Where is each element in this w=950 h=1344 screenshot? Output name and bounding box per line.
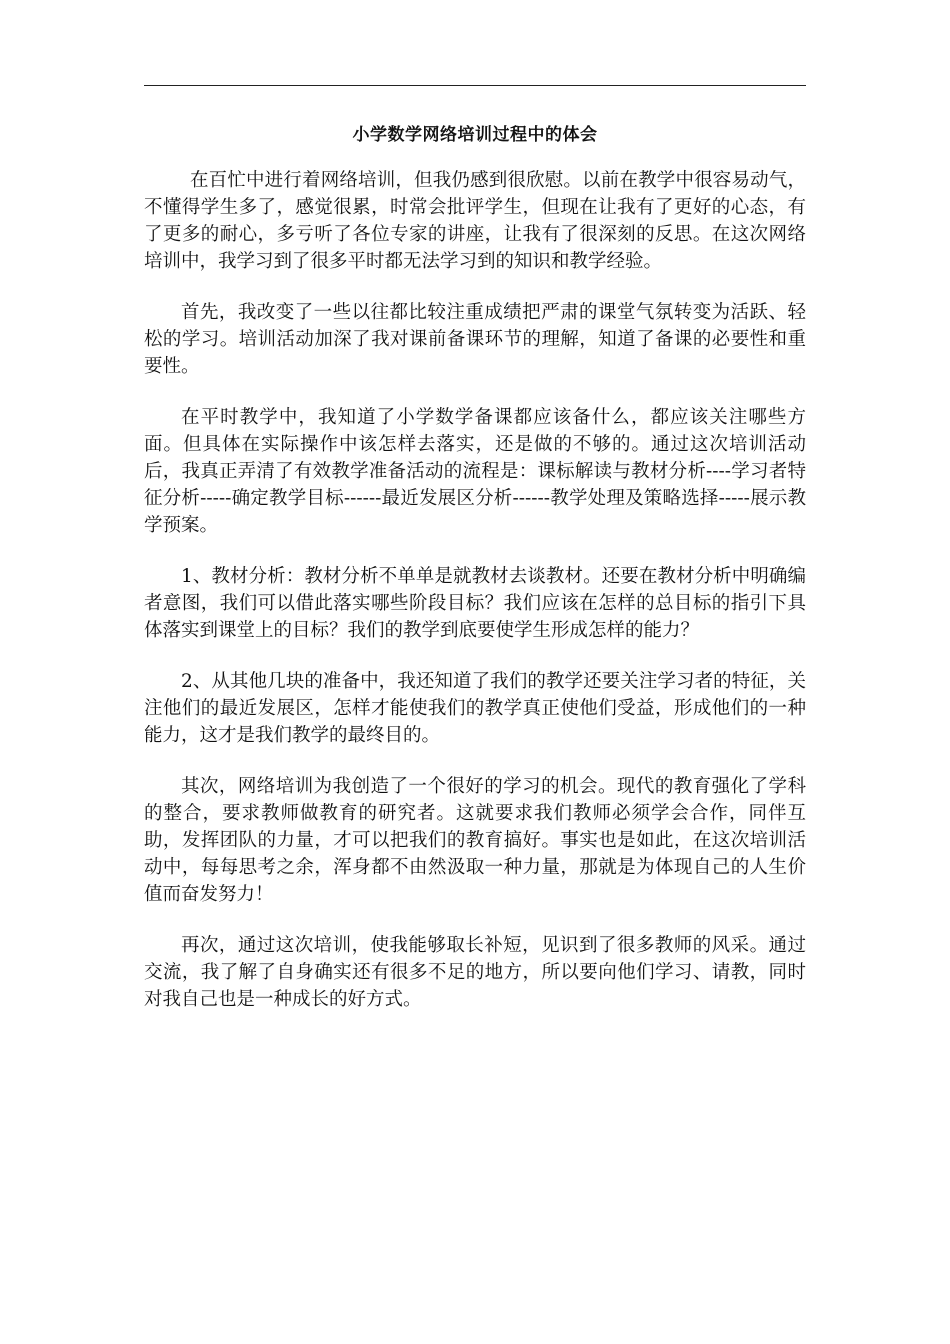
paragraph-second-point: 其次，网络培训为我创造了一个很好的学习的机会。现代的教育强化了学科的整合，要求教师做教育的研究者。这就要求我们教师必须学会合作，同伴互助，发挥团队的力量，才可以把我们的教育搞好。事实也是如此，在这次培训活动中，每每思考之余，浑身都不由然汲取一种力量，那就是为体现自己的人生价值而奋发努力！	[144, 776, 806, 905]
paragraph-item-2: 2、从其他几块的准备中，我还知道了我们的教学还要关注学习者的特征，关注他们的最近发展区，怎样才能使我们的教学真正使他们受益，形成他们的一种能力，这才是我们教学的最终目的。	[144, 671, 806, 746]
paragraph-first-point: 首先，我改变了一些以往都比较注重成绩把严肃的课堂气氛转变为活跃、轻松的学习。培训活动加深了我对课前备课环节的理解，知道了备课的必要性和重要性。	[144, 302, 806, 377]
paragraph-lesson-prep: 在平时教学中，我知道了小学数学备课都应该备什么，都应该关注哪些方面。但具体在实际操作中该怎样去落实，还是做的不够的。通过这次培训活动后，我真正弄清了有效教学准备活动的流程是：课标解读与教材分析----学习者特征分析-----确定教学目标------最近发展区分析------教学处理及策略选择-----展示教学预案。	[144, 407, 806, 536]
document-body	[144, 167, 806, 1037]
paragraph-intro: 在百忙中进行着网络培训，但我仍感到很欣慰。以前在教学中很容易动气，不懂得学生多了，感觉很累，时常会批评学生，但现在让我有了更好的心态，有了更多的耐心，多亏听了各位专家的讲座，让我有了很深刻的反思。在这次网络培训中，我学习到了很多平时都无法学习到的知识和教学经验。	[144, 170, 806, 272]
header-rule	[144, 85, 806, 86]
paragraph-item-1: 1、教材分析：教材分析不单单是就教材去谈教材。还要在教材分析中明确编者意图，我们可以借此落实哪些阶段目标？我们应该在怎样的总目标的指引下具体落实到课堂上的目标？我们的教学到底要使学生形成怎样的能力？	[144, 566, 806, 641]
document-title: 小学数学网络培训过程中的体会	[352, 125, 598, 145]
paragraph-third-point: 再次，通过这次培训，使我能够取长补短，见识到了很多教师的风采。通过交流，我了解了自身确实还有很多不足的地方，所以要向他们学习、请教，同时对我自己也是一种成长的好方式。	[144, 935, 806, 1010]
